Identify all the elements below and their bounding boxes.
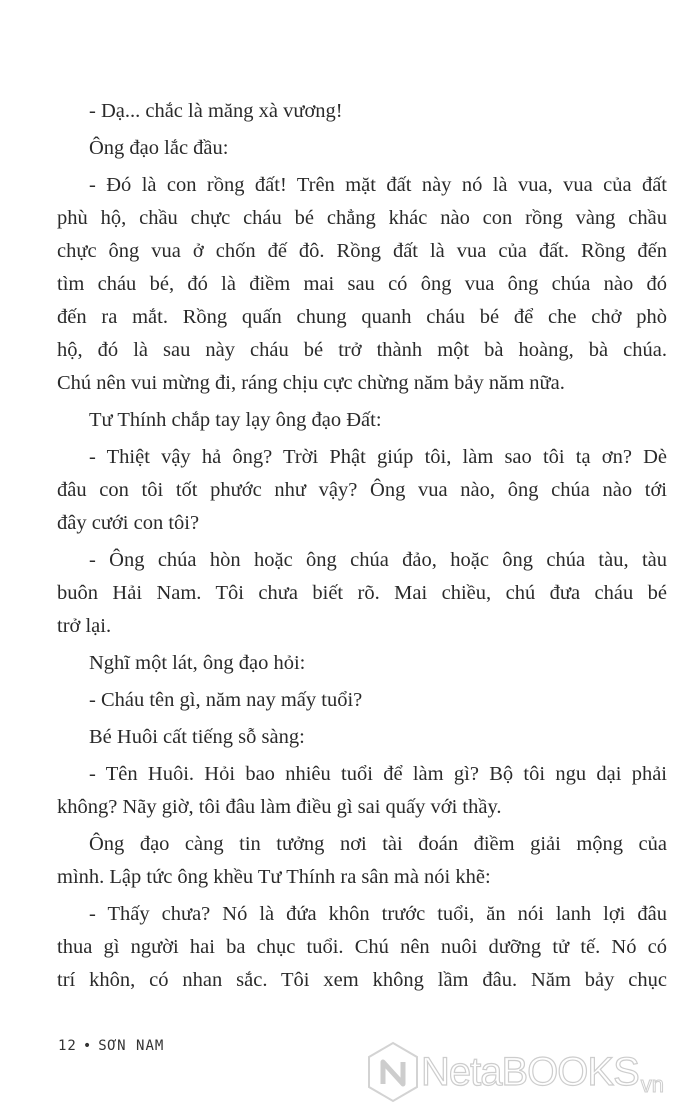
paragraph [57,132,667,165]
text-line: Ông đạo càng tin tưởng nơi tài đoán điềm giải mộng của [89,833,667,855]
text-line: - Tên Huôi. Hỏi bao nhiêu tuổi để làm gì? Bộ tôi ngu dại phải [89,763,667,785]
book-page-body [57,95,667,1001]
netabooks-hexagon-logo-icon [365,1040,421,1104]
text-line: đâu con tôi tốt phước như vậy? Ông vua nào, ông chúa nào tới [57,479,667,501]
watermark [365,1040,664,1104]
text-line: Bé Huôi cất tiếng sỗ sàng: [89,726,305,748]
text-line: không? Nãy giờ, tôi đâu làm điều gì sai quấy với thầy. [57,796,502,818]
text-line: trí khôn, có nhan sắc. Tôi xem không lầm đâu. Năm bảy chục [57,969,667,991]
text-line: - Ông chúa hòn hoặc ông chúa đảo, hoặc ông chúa tàu, tàu [89,549,667,571]
text-line: Nghĩ một lát, ông đạo hỏi: [89,652,306,674]
paragraph [57,169,667,400]
text-line: chực ông vua ở chốn đế đô. Rồng đất là vua của đất. Rồng đến [57,240,667,262]
paragraph [57,404,667,437]
paragraph [57,441,667,540]
text-line: tìm cháu bé, đó là điềm mai sau có ông vua ông chúa nào đó [57,273,667,295]
text-line: - Thiệt vậy hả ông? Trời Phật giúp tôi, làm sao tôi tạ ơn? Dè [89,446,667,468]
text-line: thua gì người hai ba chục tuổi. Chú nên nuôi dưỡng tử tế. Nó có [57,936,667,958]
text-line: hộ, đó là sau này cháu bé trở thành một bà hoàng, bà chúa. [57,339,667,361]
paragraph [57,758,667,824]
text-line: đây cưới con tôi? [57,512,200,534]
paragraph [57,95,667,128]
paragraph [57,828,667,894]
text-line: trở lại. [57,615,112,637]
paragraph [57,544,667,643]
footer-separator: • [82,1038,93,1054]
text-line: buôn Hải Nam. Tôi chưa biết rõ. Mai chiều, chú đưa cháu bé [57,582,667,604]
text-line: đến ra mắt. Rồng quấn chung quanh cháu bé để che chở phò [57,306,667,328]
page-number: 12 [58,1038,77,1054]
paragraph [57,721,667,754]
text-line: - Đó là con rồng đất! Trên mặt đất này nó là vua, vua của đất [89,174,667,196]
text-line: Chú nên vui mừng đi, ráng chịu cực chừng năm bảy năm nữa. [57,372,565,394]
text-line: phù hộ, chầu chực cháu bé chẳng khác nào con rồng vàng chầu [57,207,667,229]
watermark-brand: NetaBOOKS [421,1049,639,1094]
text-line: - Dạ... chắc là măng xà vương! [89,100,343,122]
paragraph [57,684,667,717]
author-name: SƠN NAM [98,1038,165,1054]
text-line: Ông đạo lắc đầu: [89,137,229,159]
text-line: - Thấy chưa? Nó là đứa khôn trước tuổi, ăn nói lanh lợi đâu [89,903,667,925]
text-line: mình. Lập tức ông khều Tư Thính ra sân mà nói khẽ: [57,866,491,888]
watermark-suffix: vn [640,1072,665,1097]
paragraph [57,898,667,997]
text-line: Tư Thính chắp tay lạy ông đạo Đất: [89,409,382,431]
paragraph [57,647,667,680]
page-footer [58,1038,164,1054]
text-line: - Cháu tên gì, năm nay mấy tuổi? [89,689,363,711]
